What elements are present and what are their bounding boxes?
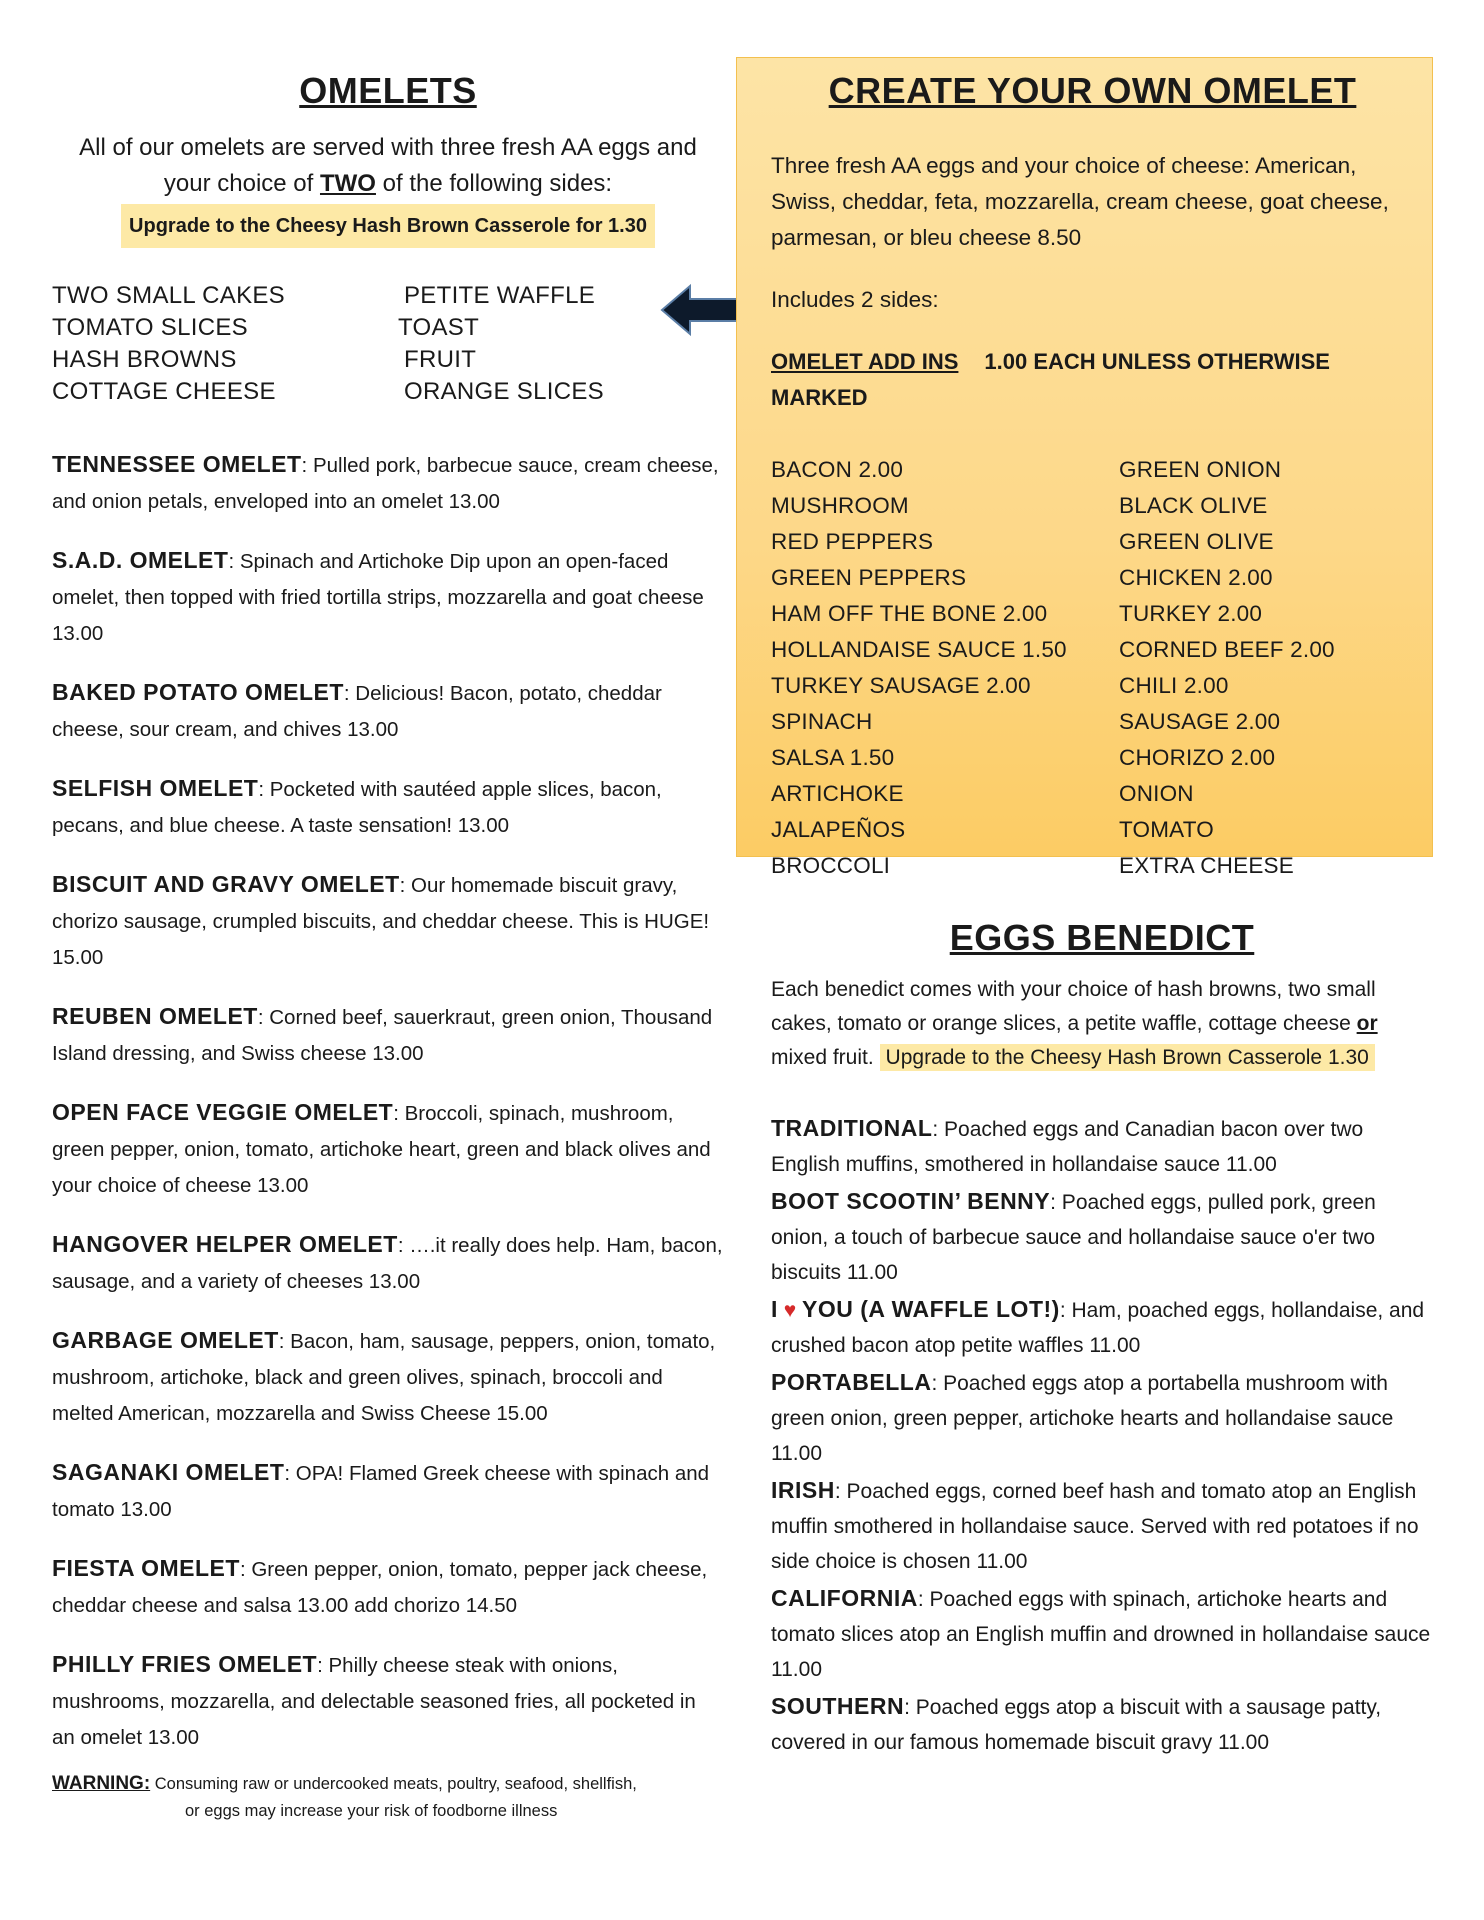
omelets-intro-line1: All of our omelets are served with three fresh AA eggs and — [79, 134, 697, 161]
addins-label: OMELET ADD INS — [771, 349, 959, 374]
menu-item — [771, 1365, 1433, 1471]
warning-label: WARNING: — [52, 1773, 151, 1794]
addin-item: CHICKEN 2.00 — [1119, 565, 1273, 590]
item-desc: : Our homemade biscuit gravy, chorizo sausage, crumpled biscuits, and cheddar cheese. This is HUGE! 15.00 — [52, 874, 710, 969]
side-item: FRUIT — [404, 346, 477, 373]
omelets-upgrade-note: Upgrade to the Cheesy Hash Brown Casserole for 1.30 — [121, 204, 655, 248]
item-name: PORTABELLA — [771, 1369, 932, 1395]
menu-item — [771, 1292, 1433, 1363]
create-your-own-box — [736, 57, 1433, 878]
addin-item: HAM OFF THE BONE 2.00 — [771, 601, 1048, 626]
heart-icon: ♥ — [783, 1299, 797, 1322]
addin-item: JALAPEÑOS — [771, 817, 906, 842]
item-desc: : Green pepper, onion, tomato, pepper jack cheese, cheddar cheese and salsa 13.00 add chorizo 14.50 — [52, 1558, 708, 1617]
addin-item: GREEN OLIVE — [1119, 529, 1274, 554]
benedict-intro — [771, 973, 1433, 1075]
item-name: S.A.D. OMELET — [52, 547, 229, 573]
create-your-own-title: CREATE YOUR OWN OMELET — [828, 70, 1357, 111]
warning-text: Consuming raw or undercooked meats, poultry, seafood, shellfish, — [150, 1775, 637, 1793]
menu-item — [52, 1550, 724, 1624]
addin-item: MUSHROOM — [771, 493, 909, 518]
addins-note: 1.00 EACH UNLESS OTHERWISE MARKED — [771, 349, 1330, 410]
menu-item — [52, 1322, 724, 1432]
menu-item — [771, 1473, 1433, 1579]
item-name: TENNESSEE OMELET — [52, 451, 302, 477]
addin-item: CHORIZO 2.00 — [1119, 745, 1276, 770]
item-desc: : Bacon, ham, sausage, peppers, onion, tomato, mushroom, artichoke, black and green olives, spinach, broccoli and melted American, mozzarella and Swiss Cheese 15.00 — [52, 1330, 716, 1425]
addin-item: CHILI 2.00 — [1119, 673, 1229, 698]
side-item: TOAST — [398, 314, 480, 341]
item-name: REUBEN OMELET — [52, 1003, 258, 1029]
item-desc: : Poached eggs, corned beef hash and tomato atop an English muffin smothered in hollandaise sauce. Served with red potatoes if no side choice is chosen 11.00 — [771, 1480, 1419, 1573]
menu-item — [52, 998, 724, 1072]
sides-list — [52, 280, 724, 408]
omelets-column — [52, 70, 724, 1825]
addin-item: RED PEPPERS — [771, 529, 934, 554]
eggs-benedict-title: EGGS BENEDICT — [949, 917, 1255, 958]
item-desc: : OPA! Flamed Greek cheese with spinach and tomato 13.00 — [52, 1462, 710, 1521]
item-name: PHILLY FRIES OMELET — [52, 1651, 318, 1677]
item-desc: : Poached eggs atop a portabella mushroom with green onion, green pepper, artichoke hearts and hollandaise sauce 11.00 — [771, 1372, 1394, 1465]
omelets-intro — [52, 130, 724, 248]
addin-item: BROCCOLI — [771, 853, 891, 878]
addin-item: ONION — [1119, 781, 1194, 806]
addin-item: TOMATO — [1119, 817, 1214, 842]
addin-item: BACON 2.00 — [771, 457, 904, 482]
menu-item — [52, 1646, 724, 1756]
addin-item: CORNED BEEF 2.00 — [1119, 637, 1335, 662]
addin-item: TURKEY SAUSAGE 2.00 — [771, 673, 1031, 698]
item-name-prefix: I — [771, 1296, 778, 1322]
item-name: FIESTA OMELET — [52, 1555, 240, 1581]
addin-item: EXTRA CHEESE — [1119, 853, 1294, 878]
item-desc: : Ham, poached eggs, hollandaise, and crushed bacon atop petite waffles 11.00 — [771, 1299, 1425, 1357]
side-item: TOMATO SLICES — [52, 314, 248, 341]
side-item: PETITE WAFFLE — [404, 282, 596, 309]
item-name: HANGOVER HELPER OMELET — [52, 1231, 398, 1257]
side-item: COTTAGE CHEESE — [52, 378, 276, 405]
item-name: SOUTHERN — [771, 1693, 905, 1719]
menu-item — [52, 1226, 724, 1300]
menu-item — [771, 1111, 1433, 1182]
addin-item: GREEN ONION — [1119, 457, 1282, 482]
addin-item: GREEN PEPPERS — [771, 565, 967, 590]
menu-item — [52, 866, 724, 976]
item-desc: : ….it really does help. Ham, bacon, sausage, and a variety of cheeses 13.00 — [52, 1234, 723, 1293]
item-name: TRADITIONAL — [771, 1115, 933, 1141]
menu-item — [52, 542, 724, 652]
menu-item — [771, 1184, 1433, 1290]
item-desc: : Philly cheese steak with onions, mushrooms, mozzarella, and delectable seasoned fries, all pocketed in an omelet 13.00 — [52, 1654, 696, 1749]
intro-post: of the following sides: — [375, 170, 613, 197]
create-your-own-sides: Includes 2 sides: — [771, 287, 939, 312]
menu-item — [52, 1454, 724, 1528]
warning-line1 — [52, 1770, 724, 1798]
addins-list — [771, 452, 1414, 884]
side-item: TWO SMALL CAKES — [52, 282, 285, 309]
item-name: SELFISH OMELET — [52, 775, 259, 801]
item-name: BOOT SCOOTIN’ BENNY — [771, 1188, 1051, 1214]
item-name: CALIFORNIA — [771, 1585, 918, 1611]
item-desc: : Poached eggs atop a biscuit with a sausage patty, covered in our famous homemade biscuit gravy 11.00 — [771, 1696, 1382, 1754]
eggs-benedict-section — [736, 917, 1433, 1760]
item-desc: : Pulled pork, barbecue sauce, cream cheese, and onion petals, enveloped into an omelet 13.00 — [52, 454, 719, 513]
addin-item: ARTICHOKE — [771, 781, 904, 806]
create-your-own-desc: Three fresh AA eggs and your choice of cheese: American, Swiss, cheddar, feta, mozzarella, cream cheese, goat cheese, parmesan, or bleu cheese 8.50 — [771, 153, 1389, 250]
side-item: ORANGE SLICES — [404, 378, 604, 405]
warning-line2: or eggs may increase your risk of foodborne illness — [185, 1802, 558, 1820]
addin-item: HOLLANDAISE SAUCE 1.50 — [771, 637, 1067, 662]
item-desc: : Poached eggs, pulled pork, green onion, a touch of barbecue sauce and hollandaise sauce o'er two biscuits 11.00 — [771, 1191, 1376, 1284]
item-name: IRISH — [771, 1477, 835, 1503]
menu-item — [771, 1689, 1433, 1760]
item-desc: : Spinach and Artichoke Dip upon an open-faced omelet, then topped with fried tortilla strips, mozzarella and goat cheese 13.00 — [52, 550, 704, 645]
benedict-intro-text: Each benedict comes with your choice of hash browns, two small cakes, tomato or orange slices, a petite waffle, cottage cheese — [771, 978, 1376, 1035]
side-item: HASH BROWNS — [52, 346, 237, 373]
item-name: GARBAGE OMELET — [52, 1327, 279, 1353]
intro-two: TWO — [319, 170, 376, 197]
menu-item — [52, 674, 724, 748]
benedict-intro-or: or — [1356, 1012, 1378, 1035]
omelet-items — [52, 446, 724, 1756]
item-desc: : Broccoli, spinach, mushroom, green pepper, onion, tomato, artichoke heart, green and black olives and your choice of cheese 13.00 — [52, 1102, 711, 1197]
addin-item: SAUSAGE 2.00 — [1119, 709, 1281, 734]
item-name: OPEN FACE VEGGIE OMELET — [52, 1099, 394, 1125]
menu-item — [52, 770, 724, 844]
item-name: BAKED POTATO OMELET — [52, 679, 344, 705]
item-desc: : Poached eggs with spinach, artichoke hearts and tomato slices atop an English muffin and drowned in hollandaise sauce 11.00 — [771, 1588, 1431, 1681]
item-desc: : Corned beef, sauerkraut, green onion, Thousand Island dressing, and Swiss cheese 13.00 — [52, 1006, 713, 1065]
menu-item — [52, 446, 724, 520]
omelets-intro-line2 — [52, 166, 724, 202]
item-name: YOU (A WAFFLE LOT!) — [802, 1296, 1060, 1322]
addin-item: TURKEY 2.00 — [1119, 601, 1263, 626]
addin-item: SPINACH — [771, 709, 873, 734]
right-column — [736, 57, 1433, 1760]
item-desc: : Delicious! Bacon, potato, cheddar cheese, sour cream, and chives 13.00 — [52, 682, 662, 741]
addins-header — [771, 344, 1414, 416]
benedict-intro-post: mixed fruit. — [771, 1046, 874, 1069]
item-name: SAGANAKI OMELET — [52, 1459, 285, 1485]
intro-pre: your choice of — [163, 170, 320, 197]
addin-item: BLACK OLIVE — [1119, 493, 1268, 518]
item-name: BISCUIT AND GRAVY OMELET — [52, 871, 400, 897]
benedict-items — [771, 1111, 1433, 1760]
benedict-upgrade-note: Upgrade to the Cheesy Hash Brown Casserole 1.30 — [880, 1044, 1375, 1071]
item-desc: : Pocketed with sautéed apple slices, bacon, pecans, and blue cheese. A taste sensation! 13.00 — [52, 778, 662, 837]
menu-item — [52, 1094, 724, 1204]
addin-item: SALSA 1.50 — [771, 745, 895, 770]
item-desc: : Poached eggs and Canadian bacon over two English muffins, smothered in hollandaise sauce 11.00 — [771, 1118, 1364, 1176]
omelets-title: OMELETS — [299, 70, 477, 111]
warning-note — [52, 1770, 724, 1825]
menu-item — [771, 1581, 1433, 1687]
